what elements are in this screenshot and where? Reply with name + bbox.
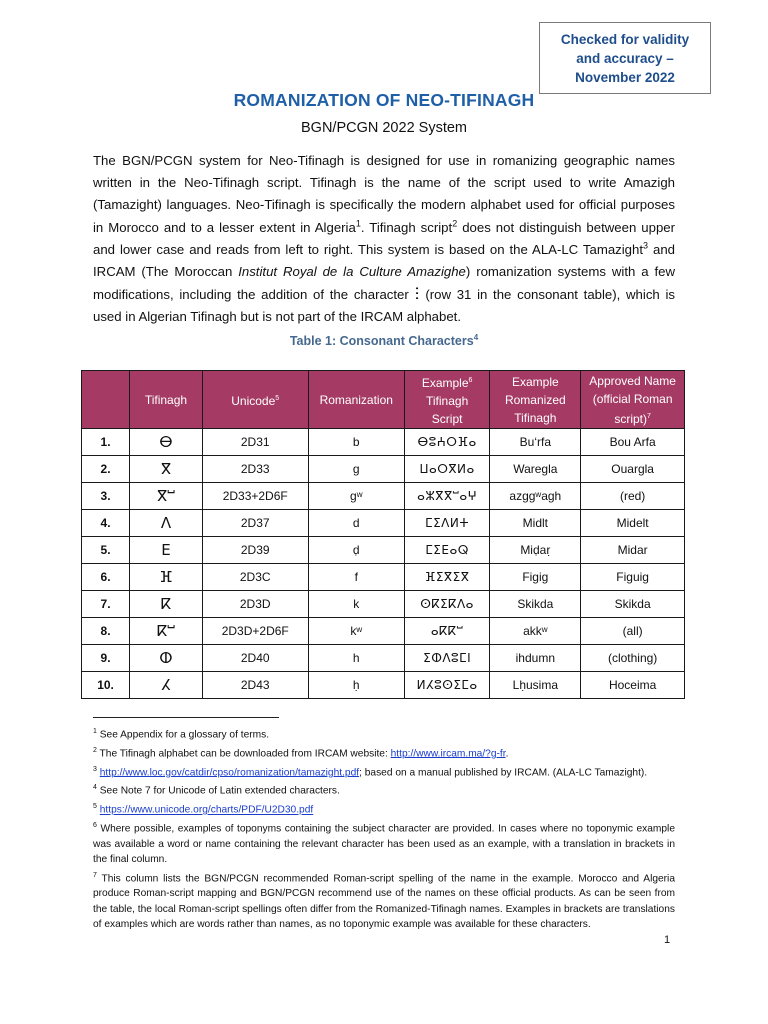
footnote-2-text: The Tifinagh alphabet can be downloaded from IRCAM website: <box>96 748 391 760</box>
tifinagh-character: ⴹ <box>130 537 203 564</box>
example-tifinagh-script: ⵎⵉⴷⵍⵜ <box>404 510 490 537</box>
footnote-5 <box>93 799 675 818</box>
example-tifinagh-script: ⵡⴰⵔⴳⵍⴰ <box>404 456 490 483</box>
header-example-script-b: Tifinagh <box>426 393 469 408</box>
validity-stamp <box>539 22 711 94</box>
unicode-code: 2D3D+2D6F <box>202 618 308 645</box>
unicode-code: 2D3D <box>202 591 308 618</box>
tifinagh-character: ⵃ <box>130 672 203 699</box>
row-number: 3. <box>82 483 130 510</box>
document-title: ROMANIZATION OF NEO-TIFINAGH <box>233 90 535 110</box>
header-example-rom-a: Example <box>511 374 559 389</box>
header-example-script-sup: 6 <box>468 376 473 384</box>
romanization-value: k <box>308 591 404 618</box>
header-approved-c: script) <box>614 411 648 426</box>
footnote-7 <box>93 868 675 933</box>
example-romanized: ihdumn <box>490 645 581 672</box>
footnote-4-marker: 4 <box>93 784 97 792</box>
consonant-table <box>81 370 685 699</box>
tifinagh-character: ⴱ <box>130 429 203 456</box>
stamp-line-1: Checked for validity <box>560 32 690 47</box>
example-tifinagh-script: ⵍⵃⵓⵙⵉⵎⴰ <box>404 672 490 699</box>
example-romanized: Miḍaṛ <box>490 537 581 564</box>
row-number: 6. <box>82 564 130 591</box>
stamp-line-3: November 2022 <box>575 70 675 85</box>
example-romanized: Waregla <box>490 456 581 483</box>
footnote-5-marker: 5 <box>93 803 97 811</box>
romanization-value: h <box>308 645 404 672</box>
approved-name: Figuig <box>581 564 685 591</box>
intro-text-6: (row 31 in the consonant table), which is used in Algerian Tifinagh but is not part of the IRCAM alphabet. <box>93 287 675 325</box>
unicode-code: 2D33+2D6F <box>202 483 308 510</box>
example-romanized: Midlt <box>490 510 581 537</box>
tifinagh-character: ⴽ <box>130 591 203 618</box>
header-tifinagh: Tifinagh <box>130 371 203 429</box>
romanization-value: d <box>308 510 404 537</box>
table-row <box>82 429 685 456</box>
unicode-code: 2D3C <box>202 564 308 591</box>
example-romanized: azggʷagh <box>490 483 581 510</box>
header-example-romanized <box>490 371 581 429</box>
example-romanized: Figig <box>490 564 581 591</box>
table-row <box>82 618 685 645</box>
table-row <box>82 456 685 483</box>
intro-text-4: and IRCAM (The Moroccan <box>93 241 675 280</box>
footnotes <box>93 724 675 933</box>
row-number: 2. <box>82 456 130 483</box>
footnote-7-text: This column lists the BGN/PCGN recommended Roman-script spelling of the name in the example. Morocco and Algeria produce Roman-script mapping and BGN/PCGN recommend use of the names on these official products. As can be seen from the table, the local Roman-script spellings often differ from the Romanized-Tifinagh names. Examples in brackets are translations of examples which are words rather than names, as no toponymic example was available for these characters. <box>93 872 675 931</box>
example-romanized: Bu‘rfa <box>490 429 581 456</box>
example-tifinagh-script: ⴼⵉⴳⵉⴳ <box>404 564 490 591</box>
intro-text-2: . Tifinagh script <box>360 219 453 235</box>
table-header-row <box>82 371 685 429</box>
ircam-link[interactable]: http://www.ircam.ma/?g-fr <box>390 748 506 760</box>
approved-name: (red) <box>581 483 685 510</box>
header-unicode-sup: 5 <box>275 394 280 402</box>
page-number: 1 <box>664 934 671 946</box>
row-number: 8. <box>82 618 130 645</box>
footnote-6 <box>93 818 675 868</box>
romanization-value: g <box>308 456 404 483</box>
example-tifinagh-script: ⵙⴽⵉⴽⴷⴰ <box>404 591 490 618</box>
approved-name: (all) <box>581 618 685 645</box>
loc-link[interactable]: http://www.loc.gov/catdir/cpso/romanization/tamazight.pdf <box>99 766 360 778</box>
footnote-separator <box>93 717 279 718</box>
header-example-rom-c: Tifinagh <box>514 410 557 425</box>
example-tifinagh-script: ⵎⵉⴹⴰⵕ <box>404 537 490 564</box>
example-romanized: Lḥusima <box>490 672 581 699</box>
table-row <box>82 537 685 564</box>
intro-text-1: The BGN/PCGN system for Neo-Tifinagh is designed for use in romanizing geographic names written in the Neo-Tifinagh script. Tifinagh is the name of the script used to write Amazigh (Tamazight) languages. Neo-Tifinagh is specifically the modern alphabet used for official purposes in Morocco and to a lesser extent in Algeria <box>93 153 675 235</box>
header-example-script-a: Example <box>421 375 469 390</box>
table-caption-text: Table 1: Consonant Characters <box>289 334 474 349</box>
footnote-1-marker: 1 <box>93 728 97 735</box>
example-tifinagh-script: ⴰⵣⴳⴳⵯⴰⵖ <box>404 483 490 510</box>
header-example-script <box>404 371 490 429</box>
romanization-value: ḍ <box>308 537 404 564</box>
footnote-1-text: See Appendix for a glossary of terms. <box>96 729 270 741</box>
footnote-3-marker: 3 <box>93 765 97 773</box>
stamp-line-2: and accuracy – <box>576 51 674 66</box>
intro-text-3: does not distinguish between upper and lower case and reads from left to right. This system is based on the ALA-LC Tamazight <box>93 219 676 257</box>
header-number <box>82 371 130 429</box>
table-caption <box>0 333 768 348</box>
row-number: 7. <box>82 591 130 618</box>
header-example-script-c: Script <box>431 411 463 426</box>
footnote-1 <box>93 724 675 743</box>
footnote-3-after: ; based on a manual published by IRCAM. (ALA-LC Tamazight). <box>359 766 648 778</box>
unicode-code: 2D43 <box>202 672 308 699</box>
approved-name: Midar <box>581 537 685 564</box>
unicode-code: 2D40 <box>202 645 308 672</box>
footnote-ref-1: 1 <box>355 218 361 229</box>
intro-italic-institute: Institut Royal de la Culture Amazighe <box>238 264 466 280</box>
footnote-3 <box>93 762 675 781</box>
approved-name: (clothing) <box>581 645 685 672</box>
footnote-2-marker: 2 <box>93 746 97 754</box>
example-romanized: akkʷ <box>490 618 581 645</box>
approved-name: Bou Arfa <box>581 429 685 456</box>
romanization-value: gʷ <box>308 483 404 510</box>
footnote-7-marker: 7 <box>93 871 97 879</box>
row-number: 9. <box>82 645 130 672</box>
table-caption-sup: 4 <box>473 333 479 342</box>
unicode-code: 2D39 <box>202 537 308 564</box>
unicode-link[interactable]: https://www.unicode.org/charts/PDF/U2D30.pdf <box>99 804 314 816</box>
header-example-rom-b: Romanized <box>504 392 566 407</box>
footnote-4 <box>93 780 675 799</box>
romanization-value: f <box>308 564 404 591</box>
table-row <box>82 564 685 591</box>
approved-name: Hoceima <box>581 672 685 699</box>
footnote-ref-3: 3 <box>643 240 649 251</box>
approved-name: Skikda <box>581 591 685 618</box>
unicode-code: 2D33 <box>202 456 308 483</box>
example-tifinagh-script: ⴰⴽⴽⵯ <box>404 618 490 645</box>
header-romanization: Romanization <box>308 371 404 429</box>
footnote-ref-2: 2 <box>452 218 458 229</box>
row-number: 5. <box>82 537 130 564</box>
intro-text-5: ) romanization systems with a few modifications, including the addition of the character <box>93 264 675 303</box>
romanization-value: b <box>308 429 404 456</box>
romanization-value: kʷ <box>308 618 404 645</box>
header-approved-b: (official Roman <box>592 391 673 406</box>
tifinagh-character: ⵀ <box>130 645 203 672</box>
footnote-4-text: See Note 7 for Unicode of Latin extended characters. <box>96 785 340 797</box>
tifinagh-character: ⴳⵯ <box>130 483 203 510</box>
example-romanized: Skikda <box>490 591 581 618</box>
table-row <box>82 483 685 510</box>
example-tifinagh-script: ⴱⵓⵄⵔⴼⴰ <box>404 429 490 456</box>
header-approved-a: Approved Name <box>589 373 676 388</box>
header-unicode-label: Unicode <box>231 393 276 408</box>
footnote-2-after: . <box>505 748 509 760</box>
header-unicode <box>202 371 308 429</box>
table-row <box>82 510 685 537</box>
tifinagh-character: ⴷ <box>130 510 203 537</box>
approved-name: Ouargla <box>581 456 685 483</box>
romanization-value: ḥ <box>308 672 404 699</box>
table-row <box>82 645 685 672</box>
document-subtitle: BGN/PCGN 2022 System <box>301 120 467 136</box>
approved-name: Midelt <box>581 510 685 537</box>
tifinagh-character: ⴳ <box>130 456 203 483</box>
header-approved-name <box>581 371 685 429</box>
intro-paragraph <box>93 150 675 329</box>
row-number: 10. <box>82 672 130 699</box>
tifinagh-character: ⴽⵯ <box>130 618 203 645</box>
header-approved-sup: 7 <box>647 412 651 420</box>
footnote-2 <box>93 743 675 762</box>
unicode-code: 2D31 <box>202 429 308 456</box>
row-number: 1. <box>82 429 130 456</box>
table-row <box>82 591 685 618</box>
footnote-6-marker: 6 <box>93 821 97 829</box>
row-number: 4. <box>82 510 130 537</box>
unicode-code: 2D37 <box>202 510 308 537</box>
table-row <box>82 672 685 699</box>
example-tifinagh-script: ⵉⵀⴷⵓⵎⵏ <box>404 645 490 672</box>
tifinagh-character: ⴼ <box>130 564 203 591</box>
inline-tifinagh-glyph: ⵗ <box>414 284 420 304</box>
footnote-6-text: Where possible, examples of toponyms containing the subject character are provided. In cases where no toponymic example was available a word or name containing the relevant character has been used as an example, with a translation in brackets in the final column. <box>93 823 675 866</box>
